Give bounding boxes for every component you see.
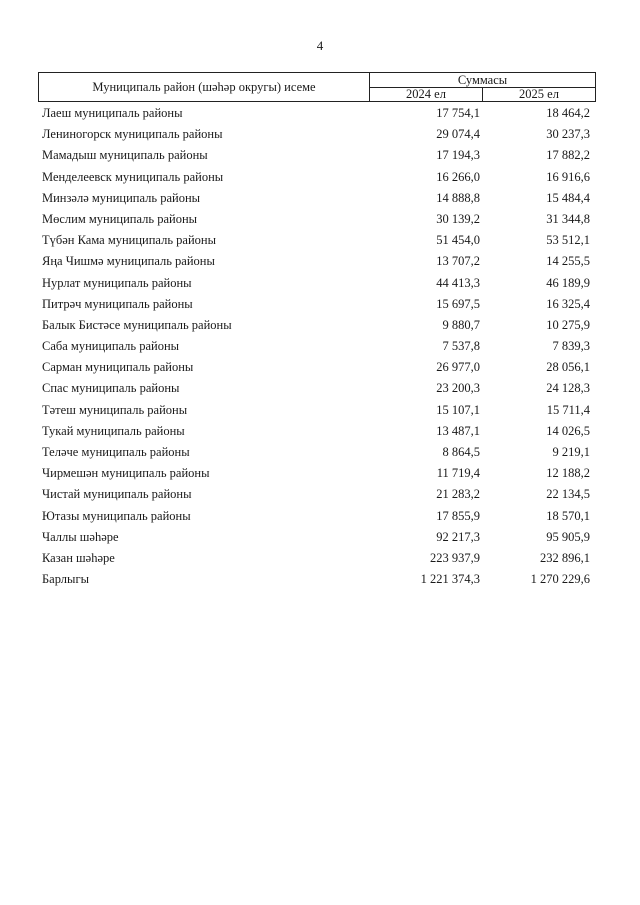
row-district-name: Казан шәһәре <box>42 550 115 565</box>
row-value-2025: 31 344,8 <box>546 211 590 226</box>
row-district-name: Нурлат муниципаль районы <box>42 275 192 290</box>
row-value-2025: 12 188,2 <box>546 466 590 481</box>
row-district-name: Теләче муниципаль районы <box>42 445 190 459</box>
header-name-column: Муниципаль район (шәһәр округы) исеме <box>39 73 370 101</box>
table-row <box>38 527 596 548</box>
row-district-name: Чистай муниципаль районы <box>42 487 192 502</box>
row-value-2025: 16 325,4 <box>546 296 590 311</box>
row-district-name: Лениногорск муниципаль районы <box>42 127 223 142</box>
row-value-2024: 51 454,0 <box>436 233 480 248</box>
row-value-2024: 1 221 374,3 <box>420 572 480 587</box>
row-value-2024: 23 200,3 <box>436 381 480 396</box>
row-value-2025: 53 512,1 <box>546 233 590 248</box>
table-row <box>38 273 596 294</box>
row-value-2024: 223 937,9 <box>430 550 480 565</box>
table-row <box>38 315 596 336</box>
table-row <box>38 251 596 272</box>
row-value-2024: 15 697,5 <box>436 296 480 311</box>
row-value-2024: 29 074,4 <box>436 127 480 142</box>
row-district-name: Спас муниципаль районы <box>42 381 180 396</box>
table-row <box>38 442 596 463</box>
row-value-2024: 16 266,0 <box>436 169 480 184</box>
row-district-name: Тәтеш муниципаль районы <box>42 402 188 417</box>
row-value-2024: 17 194,3 <box>436 148 480 163</box>
row-value-2025: 18 464,2 <box>546 106 590 120</box>
header-year-2025: 2025 ел <box>519 87 559 101</box>
row-value-2025: 24 128,3 <box>546 381 590 396</box>
table-row <box>38 230 596 251</box>
table-row <box>38 484 596 505</box>
table-row <box>38 167 596 188</box>
table-row <box>38 506 596 527</box>
row-value-2024: 9 880,7 <box>442 317 480 332</box>
row-district-name: Яңа Чишмә муниципаль районы <box>42 254 215 269</box>
table-row <box>38 209 596 230</box>
table-header <box>38 72 596 102</box>
row-value-2024: 8 864,5 <box>442 445 480 459</box>
table-row <box>38 188 596 209</box>
row-value-2025: 1 270 229,6 <box>530 572 590 587</box>
row-district-name: Балык Бистәсе муниципаль районы <box>42 317 232 332</box>
table-row <box>38 145 596 166</box>
row-district-name: Саба муниципаль районы <box>42 339 180 354</box>
row-value-2025: 10 275,9 <box>546 317 590 332</box>
row-value-2025: 95 905,9 <box>546 529 590 544</box>
row-value-2025: 22 134,5 <box>546 487 590 502</box>
table-row <box>38 400 596 421</box>
row-value-2024: 26 977,0 <box>436 360 480 375</box>
row-district-name: Менделеевск муниципаль районы <box>42 169 224 184</box>
row-value-2025: 15 711,4 <box>546 402 590 417</box>
table-row <box>38 336 596 357</box>
table-row <box>38 357 596 378</box>
row-district-name: Тукай муниципаль районы <box>42 423 185 438</box>
table-body <box>38 103 596 590</box>
table-row <box>38 378 596 399</box>
row-value-2024: 92 217,3 <box>436 529 480 544</box>
row-district-name: Ютазы муниципаль районы <box>42 508 191 523</box>
row-value-2024: 30 139,2 <box>436 211 480 226</box>
row-value-2025: 18 570,1 <box>546 508 590 523</box>
table-row <box>38 294 596 315</box>
row-district-name: Чаллы шәһәре <box>42 529 119 544</box>
row-value-2025: 46 189,9 <box>546 275 590 290</box>
row-value-2025: 16 916,6 <box>546 169 590 184</box>
row-value-2024: 13 707,2 <box>436 254 480 269</box>
row-value-2025: 30 237,3 <box>546 127 590 142</box>
row-value-2024: 21 283,2 <box>436 487 480 502</box>
row-district-name: Сарман муниципаль районы <box>42 360 194 375</box>
header-sum-group: Суммасы <box>370 73 595 88</box>
row-value-2025: 9 219,1 <box>552 445 590 459</box>
row-value-2024: 44 413,3 <box>436 275 480 290</box>
row-value-2024: 17 855,9 <box>436 508 480 523</box>
row-district-name: Барлыгы <box>42 572 89 587</box>
row-district-name: Мамадыш муниципаль районы <box>42 148 208 163</box>
row-value-2025: 15 484,4 <box>546 190 590 205</box>
row-value-2024: 17 754,1 <box>436 106 480 120</box>
row-district-name: Минзәлә муниципаль районы <box>42 190 201 205</box>
row-district-name: Лаеш муниципаль районы <box>42 106 183 120</box>
table-row <box>38 124 596 145</box>
row-district-name: Чирмешән муниципаль районы <box>42 466 210 481</box>
row-value-2025: 17 882,2 <box>546 148 590 163</box>
table-row <box>38 569 596 590</box>
row-value-2025: 7 839,3 <box>552 339 590 354</box>
row-district-name: Мөслим муниципаль районы <box>42 211 198 226</box>
row-value-2024: 15 107,1 <box>436 402 480 417</box>
budget-table <box>38 72 596 590</box>
row-district-name: Питрәч муниципаль районы <box>42 296 193 311</box>
row-value-2024: 7 537,8 <box>442 339 480 354</box>
table-row <box>38 103 596 124</box>
row-value-2025: 232 896,1 <box>540 550 590 565</box>
row-value-2024: 11 719,4 <box>436 466 480 481</box>
row-district-name: Түбән Кама муниципаль районы <box>42 233 216 248</box>
row-value-2024: 13 487,1 <box>436 423 480 438</box>
table-row <box>38 548 596 569</box>
header-year-2024: 2024 ел <box>370 88 483 101</box>
row-value-2025: 28 056,1 <box>546 360 590 375</box>
row-value-2024: 14 888,8 <box>436 190 480 205</box>
row-value-2025: 14 026,5 <box>546 423 590 438</box>
row-value-2025: 14 255,5 <box>546 254 590 269</box>
table-row <box>38 463 596 484</box>
page-number: 4 <box>316 38 324 53</box>
table-row <box>38 421 596 442</box>
